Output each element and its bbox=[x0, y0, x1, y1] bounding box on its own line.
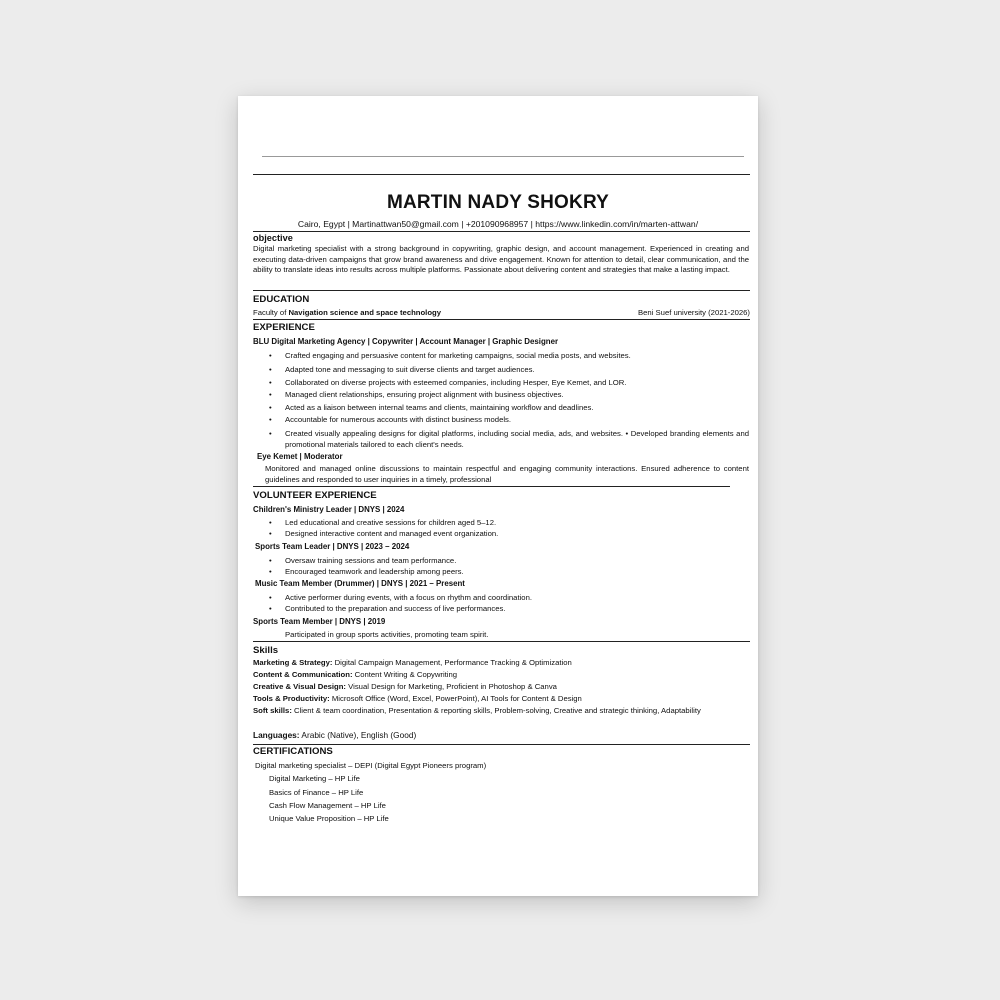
bullet-glyph: • bbox=[269, 415, 272, 424]
list-item: Contributed to the preparation and success of live performances. bbox=[285, 604, 506, 613]
section-rule bbox=[253, 486, 730, 487]
list-item: Oversaw training sessions and team performance. bbox=[285, 556, 457, 565]
job-description: Monitored and managed online discussions to maintain respectful and engaging community interactions. Ensured adherence to content guidelines and responded to user inquiries in a timely, professional bbox=[265, 464, 749, 484]
certifications-heading: CERTIFICATIONS bbox=[253, 746, 333, 757]
resume-page bbox=[238, 96, 758, 896]
volunteer-heading: VOLUNTEER EXPERIENCE bbox=[253, 490, 377, 501]
list-item: Acted as a liaison between internal teams and clients, maintaining workflow and deadlines. bbox=[285, 403, 594, 412]
bullet-glyph: • bbox=[269, 429, 272, 438]
bullet-glyph: • bbox=[269, 593, 272, 602]
education-heading: EDUCATION bbox=[253, 294, 310, 305]
contact-rule bbox=[253, 231, 750, 232]
job-title: BLU Digital Marketing Agency | Copywriter | Account Manager | Graphic Designer bbox=[253, 337, 559, 346]
list-item: Adapted tone and messaging to suit diverse clients and target audiences. bbox=[285, 365, 535, 374]
section-rule bbox=[253, 290, 750, 291]
skill-line: Soft skills: Client & team coordination, Presentation & reporting skills, Problem-solving, Creative and strategic thinking, Adaptability bbox=[253, 706, 701, 715]
role-description: Participated in group sports activities, promoting team spirit. bbox=[285, 630, 489, 639]
section-rule bbox=[253, 319, 750, 320]
certification-item: Digital Marketing – HP Life bbox=[269, 774, 360, 783]
skills-heading: Skills bbox=[253, 645, 279, 656]
role-title: Music Team Member (Drummer) | DNYS | 2021 – Present bbox=[255, 579, 465, 588]
list-item: Crafted engaging and persuasive content for marketing campaigns, social media posts, and websites. bbox=[285, 351, 631, 360]
list-item: Managed client relationships, ensuring project alignment with business objectives. bbox=[285, 390, 564, 399]
bullet-glyph: • bbox=[269, 365, 272, 374]
bullet-glyph: • bbox=[269, 567, 272, 576]
bullet-glyph: • bbox=[269, 604, 272, 613]
certification-item: Unique Value Proposition – HP Life bbox=[269, 814, 389, 823]
role-title: Sports Team Leader | DNYS | 2023 – 2024 bbox=[255, 542, 410, 551]
skill-line: Languages: Arabic (Native), English (Good) bbox=[253, 730, 417, 740]
list-item: Created visually appealing designs for digital platforms, including social media, ads, and websites. • Developed branding elements and promotional materials tailored to each client's needs. bbox=[285, 429, 749, 449]
role-title: Children's Ministry Leader | DNYS | 2024 bbox=[253, 505, 405, 514]
bullet-glyph: • bbox=[269, 529, 272, 538]
contact-line: Cairo, Egypt | Martinattwan50@gmail.com | +201090968957 | https://www.linkedin.com/in/marten-attwan/ bbox=[297, 219, 699, 229]
header-rule bbox=[253, 174, 750, 175]
skill-line: Marketing & Strategy: Digital Campaign Management, Performance Tracking & Optimization bbox=[253, 658, 572, 667]
bullet-glyph: • bbox=[269, 390, 272, 399]
skill-line: Creative & Visual Design: Visual Design for Marketing, Proficient in Photoshop & Canva bbox=[253, 682, 557, 691]
list-item: Encouraged teamwork and leadership among peers. bbox=[285, 567, 464, 576]
header-divider bbox=[262, 156, 744, 157]
list-item: Led educational and creative sessions for children aged 5–12. bbox=[285, 518, 497, 527]
certification-item: Basics of Finance – HP Life bbox=[269, 788, 364, 797]
skill-line: Tools & Productivity: Microsoft Office (Word, Excel, PowerPoint), AI Tools for Content & Design bbox=[253, 694, 582, 703]
list-item: Accountable for numerous accounts with distinct business models. bbox=[285, 415, 512, 424]
list-item: Active performer during events, with a focus on rhythm and coordination. bbox=[285, 593, 532, 602]
section-rule bbox=[253, 744, 750, 745]
bullet-glyph: • bbox=[269, 556, 272, 565]
education-degree: Faculty of Navigation science and space technology bbox=[253, 308, 441, 317]
certification-item: Cash Flow Management – HP Life bbox=[269, 801, 386, 810]
list-item: Collaborated on diverse projects with esteemed companies, including Hesper, Eye Kemet, and LOR. bbox=[285, 378, 627, 387]
skill-line: Content & Communication: Content Writing & Copywriting bbox=[253, 670, 458, 679]
education-school: Beni Suef university (2021-2026) bbox=[638, 308, 750, 317]
list-item: Designed interactive content and managed event organization. bbox=[285, 529, 499, 538]
certification-item: Digital marketing specialist – DEPI (Digital Egypt Pioneers program) bbox=[255, 761, 487, 770]
objective-text: Digital marketing specialist with a strong background in copywriting, graphic design, and account management. Experienced in creating and executing data-driven campaigns that grow brand awareness and drive engagement. Known for attention to detail, clear communication, and the ability to translate ideas into results across multiple platforms. Passionate about delivering content and strategies that make a lasting impact. bbox=[253, 244, 749, 274]
role-title: Sports Team Member | DNYS | 2019 bbox=[253, 617, 386, 626]
bullet-glyph: • bbox=[269, 403, 272, 412]
job-title: Eye Kemet | Moderator bbox=[257, 452, 343, 461]
bullet-glyph: • bbox=[269, 518, 272, 527]
bullet-glyph: • bbox=[269, 378, 272, 387]
experience-heading: EXPERIENCE bbox=[253, 322, 315, 333]
objective-heading: objective bbox=[253, 233, 293, 243]
section-rule bbox=[253, 641, 750, 642]
bullet-glyph: • bbox=[269, 351, 272, 360]
candidate-name: MARTIN NADY SHOKRY bbox=[386, 192, 610, 213]
